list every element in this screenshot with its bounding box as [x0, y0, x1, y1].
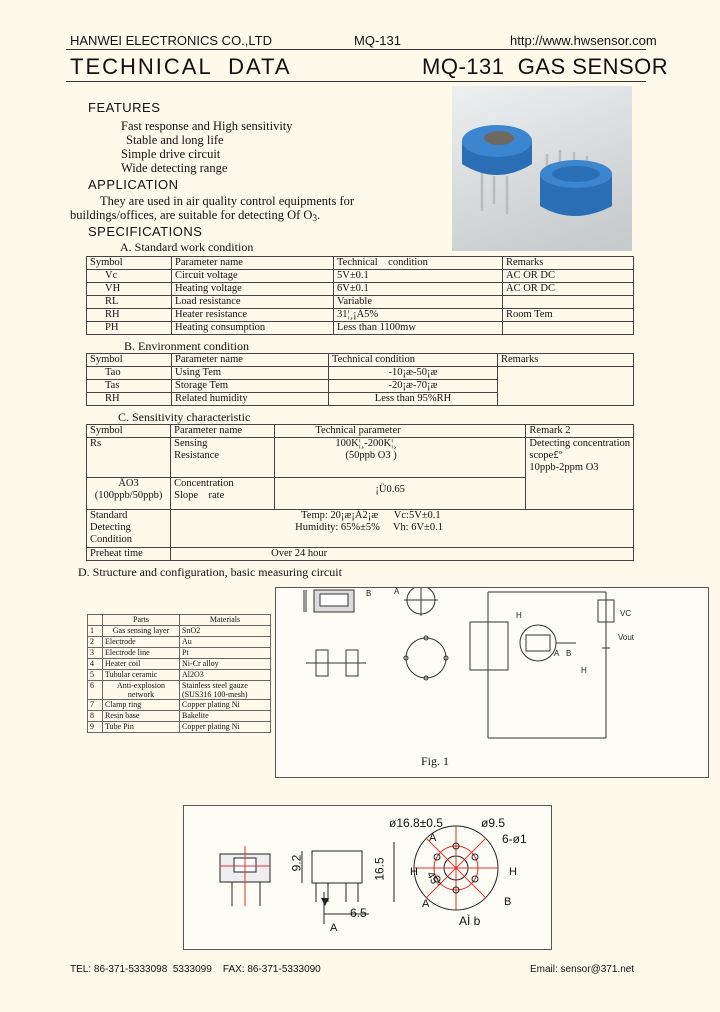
table-header: Symbol [87, 257, 172, 270]
features-heading: FEATURES [88, 100, 161, 115]
application-text: buildings/offices, are suitable for detecting Of $O_3$. [70, 208, 321, 224]
ao-value: ¡Ü0.65 [375, 484, 405, 495]
table-cell: RH [87, 309, 172, 322]
table-cell: Vc [87, 270, 172, 283]
table-header: Technical parameter [275, 425, 526, 438]
table-cell: 31¦¸¡À5% [334, 309, 503, 322]
label-b: B [566, 649, 572, 658]
company-name: HANWEI ELECTRONICS CO.,LTD [70, 33, 273, 48]
table-cell: 7 [88, 700, 103, 711]
table-cell [87, 510, 171, 548]
structure-figure [275, 587, 709, 778]
dimension-height: 9.2 [289, 854, 304, 872]
table-cell: RH [87, 393, 172, 406]
table-header: Parameter name [171, 425, 275, 438]
table-cell: 8 [88, 711, 103, 722]
table-row [88, 722, 271, 733]
table-cell: Room Tem [503, 309, 634, 322]
table-cell: Electrode line [103, 648, 180, 659]
table-row [88, 670, 271, 681]
table-cell: Variable [334, 296, 503, 309]
environment-condition-table [86, 353, 634, 406]
dimension-angle: 45° [423, 869, 443, 891]
std-symbol: Standard [90, 510, 128, 521]
table-header: Parameter name [172, 354, 329, 367]
table-cell: Tao [87, 367, 172, 380]
table-cell: 1 [88, 626, 103, 637]
feature-item: Stable and long life [126, 133, 224, 147]
table-cell [87, 478, 171, 510]
table-header: Technical condition [329, 354, 498, 367]
application-text: They are used in air quality control equipments for [100, 194, 355, 208]
table-cell: Preheat time [87, 548, 171, 561]
label-b: B [504, 896, 512, 908]
table-cell: Tube Pin [103, 722, 180, 733]
table-cell: 3 [88, 648, 103, 659]
table-cell: Less than 1100mw [334, 322, 503, 335]
label-a: A [394, 588, 400, 596]
table-cell: PH [87, 322, 172, 335]
table-cell: Ni-Cr alloy [180, 659, 271, 670]
label-h: H [516, 611, 522, 620]
table-header-row [87, 257, 634, 270]
sensor-illustration [452, 86, 632, 251]
table-header: Remark 2 [526, 425, 634, 438]
table-header: Remarks [503, 257, 634, 270]
table-row [87, 309, 634, 322]
table-header: Parts [103, 615, 180, 626]
feature-item: Simple drive circuit [121, 147, 221, 161]
table-header-row [88, 615, 271, 626]
table-cell [171, 478, 275, 510]
label-h: H [509, 866, 517, 878]
table-cell: SnO2 [180, 626, 271, 637]
table-cell: Circuit voltage [172, 270, 334, 283]
dimension-inner-diameter: ø9.5 [481, 816, 506, 830]
table-row [87, 548, 634, 561]
application-heading: APPLICATION [88, 177, 179, 192]
table-cell: Resin base [103, 711, 180, 722]
table-cell: Electrode [103, 637, 180, 648]
rs-value: 100K¦¸-200K¦¸ [335, 438, 397, 449]
table-cell: AC OR DC [503, 283, 634, 296]
table-row [87, 510, 634, 548]
table-cell [171, 438, 275, 478]
table-cell: 5V±0.1 [334, 270, 503, 283]
std-value: Humidity: 65%±5% Vh: 6V±0.1 [295, 522, 443, 533]
table-row [88, 626, 271, 637]
table-header: Symbol [87, 425, 171, 438]
table-cell: Related humidity [172, 393, 329, 406]
table-cell: Heater coil [103, 659, 180, 670]
rs-value: (50ppb O3 ) [345, 450, 397, 461]
work-condition-title: A. Standard work condition [120, 240, 254, 254]
table-row [88, 648, 271, 659]
table-cell: Heating voltage [172, 283, 334, 296]
label-a: A [422, 898, 430, 910]
table-cell: Heating consumption [172, 322, 334, 335]
table-cell: Stainless steel gauze (SUS316 100-mesh) [180, 681, 271, 700]
dimension-figure [183, 805, 552, 950]
document-title: TECHNICAL DATA [70, 54, 292, 79]
label-vout: Vout [618, 633, 635, 642]
label-a: A [330, 922, 338, 934]
ao-symbol: ÄO3 [118, 478, 139, 489]
dimension-width: 6.5 [350, 906, 367, 920]
table-cell: 6V±0.1 [334, 283, 503, 296]
table-row [88, 637, 271, 648]
header-divider [66, 49, 646, 50]
table-cell: Copper plating Ni [180, 722, 271, 733]
table-cell: Storage Tem [172, 380, 329, 393]
table-row [87, 438, 634, 478]
table-cell [87, 438, 171, 478]
table-cell [503, 322, 634, 335]
table-cell: RL [87, 296, 172, 309]
title-divider [66, 81, 646, 82]
table-cell: VH [87, 283, 172, 296]
dimension-total-height: 16.5 [372, 857, 387, 881]
table-cell: Load resistance [172, 296, 334, 309]
website-link[interactable]: http://www.hwsensor.com [510, 33, 657, 48]
table-row [87, 270, 634, 283]
work-condition-table [86, 256, 634, 335]
table-cell [498, 367, 634, 406]
table-cell: Copper plating Ni [180, 700, 271, 711]
table-cell [503, 296, 634, 309]
table-cell: 4 [88, 659, 103, 670]
table-cell: Gas sensing layer [103, 626, 180, 637]
table-cell: 9 [88, 722, 103, 733]
std-value: Temp: 20¡æ¡À2¡æ Vc:5V±0.1 [301, 510, 441, 521]
table-row [87, 367, 634, 380]
table-cell: Al2O3 [180, 670, 271, 681]
feature-item: Wide detecting range [121, 161, 228, 175]
std-symbol: Condition [90, 534, 133, 545]
table-cell: 6 [88, 681, 103, 700]
label-h: H [581, 666, 587, 675]
label-b: B [366, 589, 372, 598]
label-a: A [429, 832, 437, 844]
ao-symbol: (100ppb/50ppb) [94, 490, 163, 501]
table-cell: 2 [88, 637, 103, 648]
rs-param: Sensing [174, 438, 208, 449]
table-row [88, 700, 271, 711]
table-header: Parameter name [172, 257, 334, 270]
table-cell: Using Tem [172, 367, 329, 380]
table-cell: 5 [88, 670, 103, 681]
table-header: Symbol [87, 354, 172, 367]
table-row [87, 283, 634, 296]
sensitivity-title: C. Sensitivity characteristic [118, 410, 251, 424]
table-cell: -10¡æ-50¡æ [329, 367, 498, 380]
dimension-pin-diameter: 6-ø1 [502, 832, 527, 846]
label-a: A [554, 649, 560, 658]
table-header: Materials [180, 615, 271, 626]
rs-remark: scope£º [529, 450, 562, 461]
table-header: Remarks [498, 354, 634, 367]
table-cell: -20¡æ-70¡æ [329, 380, 498, 393]
table-header [88, 615, 103, 626]
feature-item: Fast response and High sensitivity [121, 119, 293, 133]
table-cell: Bakelite [180, 711, 271, 722]
table-cell: Tas [87, 380, 172, 393]
figure-caption: Fig. 1 [421, 754, 450, 768]
ao-param: Concentration [174, 478, 234, 489]
rs-remark: Detecting concentration [529, 438, 630, 449]
table-cell: Anti-explosion network [103, 681, 180, 700]
sensor-photo [452, 86, 632, 251]
table-row [88, 681, 271, 700]
table-cell: Au [180, 637, 271, 648]
rs-remark: 10ppb-2ppm O3 [529, 462, 599, 473]
model-number: MQ-131 [354, 33, 401, 48]
parts-table [87, 614, 271, 733]
std-symbol: Detecting [90, 522, 131, 533]
table-row [88, 659, 271, 670]
table-row [88, 711, 271, 722]
dimension-diameter: ø16.8±0.5 [389, 816, 443, 830]
table-cell [275, 438, 526, 478]
table-cell [171, 510, 634, 548]
table-header-row [87, 425, 634, 438]
label-vc: VC [620, 609, 632, 618]
structure-diagram [276, 588, 708, 777]
bottom-label: AÌ b [459, 914, 481, 928]
table-cell: Over 24 hour [171, 548, 634, 561]
sensitivity-table [86, 424, 634, 561]
product-title: MQ-131 GAS SENSOR [422, 54, 669, 79]
table-cell: Pt [180, 648, 271, 659]
rs-symbol: Rs [90, 438, 102, 449]
table-row [87, 296, 634, 309]
contact-email[interactable]: Email: sensor@371.net [530, 964, 635, 975]
table-row [87, 322, 634, 335]
environment-condition-title: B. Environment condition [124, 339, 249, 353]
rs-param: Resistance [174, 450, 220, 461]
structure-title: D. Structure and configuration, basic measuring circuit [78, 565, 342, 579]
table-header-row [87, 354, 634, 367]
table-cell [526, 438, 634, 510]
ao-param: Slope rate [174, 490, 225, 501]
table-cell: Clamp ring [103, 700, 180, 711]
table-cell: Less than 95%RH [329, 393, 498, 406]
table-cell [275, 478, 526, 510]
contact-phone-fax: TEL: 86-371-5333098 5333099 FAX: 86-371-5333090 [70, 964, 321, 975]
table-header: Technical condition [334, 257, 503, 270]
table-cell: Tubular ceramic [103, 670, 180, 681]
label-h: H [410, 866, 418, 878]
table-cell: Heater resistance [172, 309, 334, 322]
specifications-heading: SPECIFICATIONS [88, 224, 203, 239]
table-cell: AC OR DC [503, 270, 634, 283]
